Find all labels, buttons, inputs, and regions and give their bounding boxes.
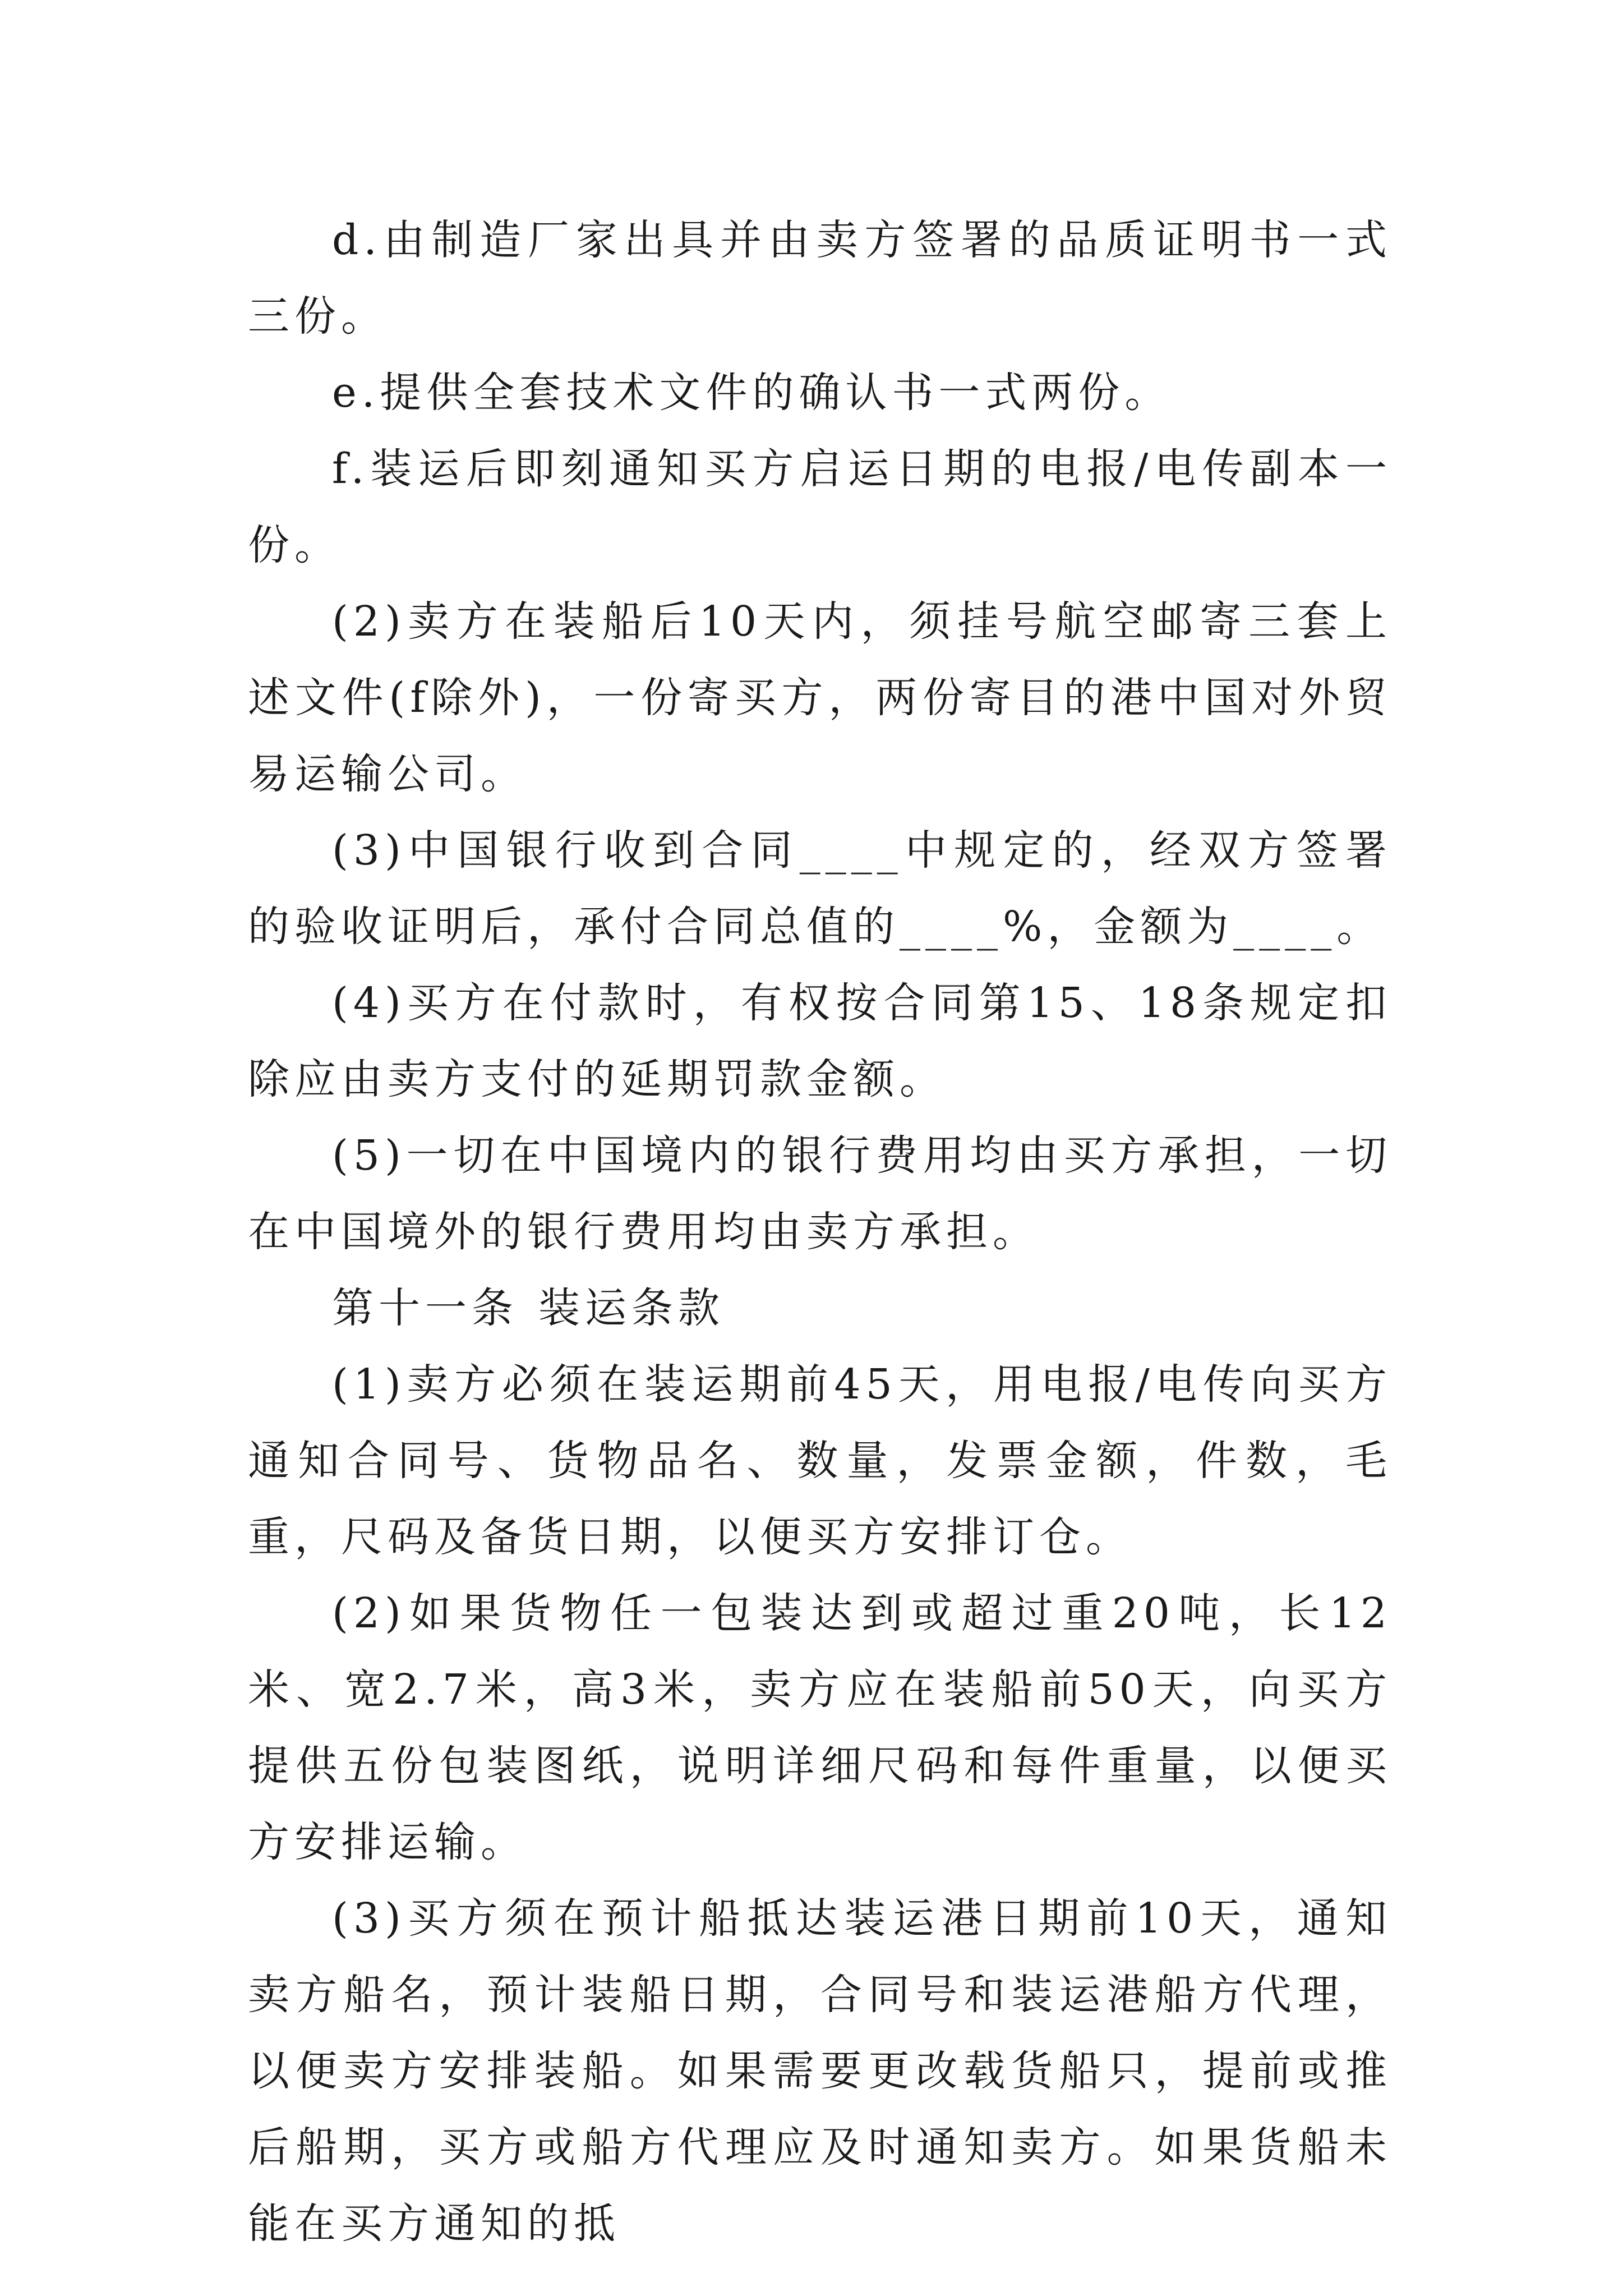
- paragraph-item-e: e.提供全套技术文件的确认书一式两份。: [332, 369, 1172, 417]
- section-heading: [248, 1270, 1392, 1346]
- shipping-clause-3: (3)买方须在预计船抵达装运港日期前10天，通知卖方船名，预计装船日期，合同号和装运港船方代理，以便卖方安排装船。如果需要更改载货船只，提前或推后船期，买方或船方代理应及时通知卖方。如果货船未能在买方通知的抵: [248, 1894, 1392, 2248]
- paragraph-clause-4: (4)买方在付款时，有权按合同第15、18条规定扣除应由卖方支付的延期罚款金额。: [248, 979, 1392, 1103]
- document-page: [248, 202, 1392, 2262]
- section-title: 装运条款: [538, 1284, 725, 1332]
- paragraph-clause-2: (2)卖方在装船后10天内，须挂号航空邮寄三套上述文件(f除外)，一份寄买方，两份寄目的港中国对外贸易运输公司。: [248, 597, 1392, 798]
- shipping-clause-2: (2)如果货物任一包装达到或超过重20吨，长12米、宽2.7米，高3米，卖方应在装船前50天，向买方提供五份包装图纸，说明详细尺码和每件重量，以便买方安排运输。: [248, 1589, 1392, 1866]
- paragraph-item-d: d.由制造厂家出具并由卖方签署的品质证明书一式三份。: [248, 216, 1392, 341]
- shipping-clause-1: (1)卖方必须在装运期前45天，用电报/电传向买方通知合同号、货物品名、数量，发票金额，件数，毛重，尺码及备货日期，以便买方安排订仓。: [248, 1360, 1392, 1561]
- section-number: 第十一条: [332, 1284, 518, 1332]
- paragraph-clause-3: (3)中国银行收到合同____中规定的，经双方签署的验收证明后，承付合同总值的____%，金额为____。: [248, 826, 1392, 951]
- paragraph-item-f: f.装运后即刻通知买方启运日期的电报/电传副本一份。: [248, 445, 1392, 569]
- paragraph-clause-5: (5)一切在中国境内的银行费用均由买方承担，一切在中国境外的银行费用均由卖方承担。: [248, 1131, 1392, 1256]
